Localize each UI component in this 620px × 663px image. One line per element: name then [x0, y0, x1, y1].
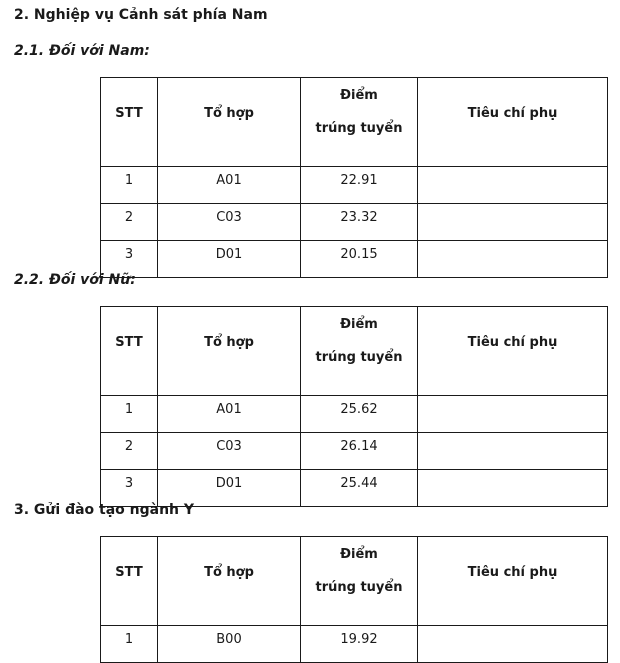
section-3-title: 3. Gửi đào tạo ngành Y	[14, 502, 195, 518]
header-stt: STT	[101, 537, 158, 626]
header-combo: Tổ hợp	[158, 307, 301, 396]
table-cell	[418, 470, 608, 507]
header-score: Điểm trúng tuyển	[301, 78, 418, 167]
table-cell: 1	[101, 396, 158, 433]
table-row	[101, 626, 608, 663]
header-score: Điểm trúng tuyển	[301, 307, 418, 396]
table-cell: 3	[101, 241, 158, 278]
table-cell: 3	[101, 470, 158, 507]
score-table-female	[100, 306, 608, 507]
table-row	[101, 204, 608, 241]
table-row	[101, 470, 608, 507]
header-combo: Tổ hợp	[158, 78, 301, 167]
subsection-male-title: 2.1. Đối với Nam:	[14, 43, 150, 59]
table-cell: A01	[158, 167, 301, 204]
header-score: Điểm trúng tuyển	[301, 537, 418, 626]
header-criteria: Tiêu chí phụ	[418, 537, 608, 626]
table-cell: D01	[158, 241, 301, 278]
table-cell: 26.14	[301, 433, 418, 470]
table-header-row	[101, 78, 608, 167]
table-cell: B00	[158, 626, 301, 663]
table-cell	[418, 396, 608, 433]
table-header-row	[101, 537, 608, 626]
table-cell: 20.15	[301, 241, 418, 278]
table-cell: 2	[101, 433, 158, 470]
table-cell: A01	[158, 396, 301, 433]
table-cell: 1	[101, 626, 158, 663]
table-cell	[418, 241, 608, 278]
table-row	[101, 396, 608, 433]
subsection-female-title: 2.2. Đối với Nữ:	[14, 272, 136, 288]
table-cell: 22.91	[301, 167, 418, 204]
table-row	[101, 241, 608, 278]
header-stt: STT	[101, 307, 158, 396]
table-row	[101, 167, 608, 204]
table-header-row	[101, 307, 608, 396]
table-cell: 2	[101, 204, 158, 241]
header-stt: STT	[101, 78, 158, 167]
table-cell	[418, 167, 608, 204]
table-cell: 1	[101, 167, 158, 204]
table-cell: 23.32	[301, 204, 418, 241]
header-criteria: Tiêu chí phụ	[418, 307, 608, 396]
header-combo: Tổ hợp	[158, 537, 301, 626]
table-cell: C03	[158, 204, 301, 241]
section-2-title: 2. Nghiệp vụ Cảnh sát phía Nam	[14, 7, 268, 23]
score-table-male	[100, 77, 608, 278]
table-cell: C03	[158, 433, 301, 470]
header-criteria: Tiêu chí phụ	[418, 78, 608, 167]
table-cell: 19.92	[301, 626, 418, 663]
table-cell: D01	[158, 470, 301, 507]
score-table-medicine	[100, 536, 608, 663]
table-cell	[418, 626, 608, 663]
table-row	[101, 433, 608, 470]
table-cell	[418, 433, 608, 470]
table-cell: 25.62	[301, 396, 418, 433]
table-cell: 25.44	[301, 470, 418, 507]
table-cell	[418, 204, 608, 241]
